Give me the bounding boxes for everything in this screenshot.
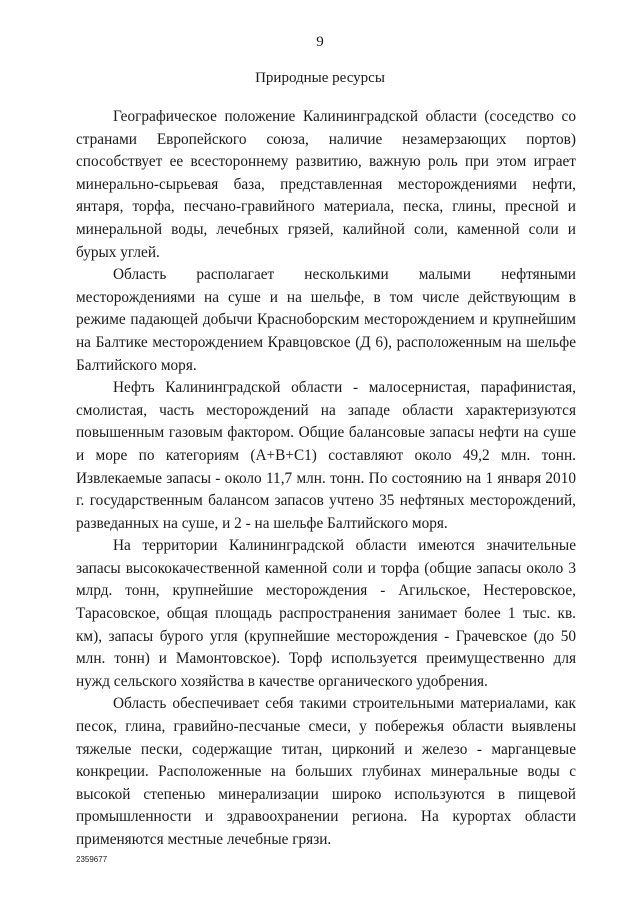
section-title: Природные ресурсы [255,70,385,86]
document-code: 2359677 [76,855,108,864]
paragraph: Область обеспечивает себя такими строительными материалами, как песок, глина, гравийно-песчаные смеси, у побережья области выявлены тяжелые пески, содержащие титан, цирконий и железо - марганцевые конкреции. Расположенные на больших глубинах минеральные воды с высокой степенью минерализации широко используются в пищевой промышленности и здравоохранении региона. На курортах области применяются местные лечебные грязи. [76,695,576,848]
paragraph: Область располагает несколькими малыми нефтяными месторождениями на суше и на шельфе, в том числе действующим в режиме падающей добычи Красноборским месторождением и крупнейшим на Балтике месторождением Кравцовское (Д 6), расположенным на шельфе Балтийского моря. [76,266,576,374]
page-number: 9 [316,34,324,50]
paragraph: Географическое положение Калининградской области (соседство со странами Европейского союза, наличие незамерзающих портов) способствует ее всестороннему развитию, важную роль при этом играет минерально-сырьевая база, представленная месторождениями нефти, янтаря, торфа, песчано-гравийного материала, песка, глины, пресной и минеральной воды, лечебных грязей, калийной соли, каменной соли и бурых углей. [76,108,576,261]
body-text [76,106,576,852]
paragraph: Нефть Калининградской области - малосернистая, парафинистая, смолистая, часть месторождений на западе области характеризуются повышенным газовым фактором. Общие балансовые запасы нефти на суше и море по категориям (А+В+С1) составляют около 49,2 млн. тонн. Извлекаемые запасы - около 11,7 млн. тонн. По состоянию на 1 января 2010 г. государственным балансом запасов учтено 35 нефтяных месторождений, разведанных на суше, и 2 - на шельфе Балтийского моря. [76,379,576,532]
paragraph: На территории Калининградской области имеются значительные запасы высококачественной каменной соли и торфа (общие запасы около 3 млрд. тонн, крупнейшие месторождения - Агильское, Нестеровское, Тарасовское, общая площадь распространения занимает более 1 тыс. кв. км), запасы бурого угля (крупнейшие месторождения - Грачевское (до 50 млн. тонн) и Мамонтовское). Торф используется преимущественно для нужд сельского хозяйства в качестве органического удобрения. [76,537,576,690]
